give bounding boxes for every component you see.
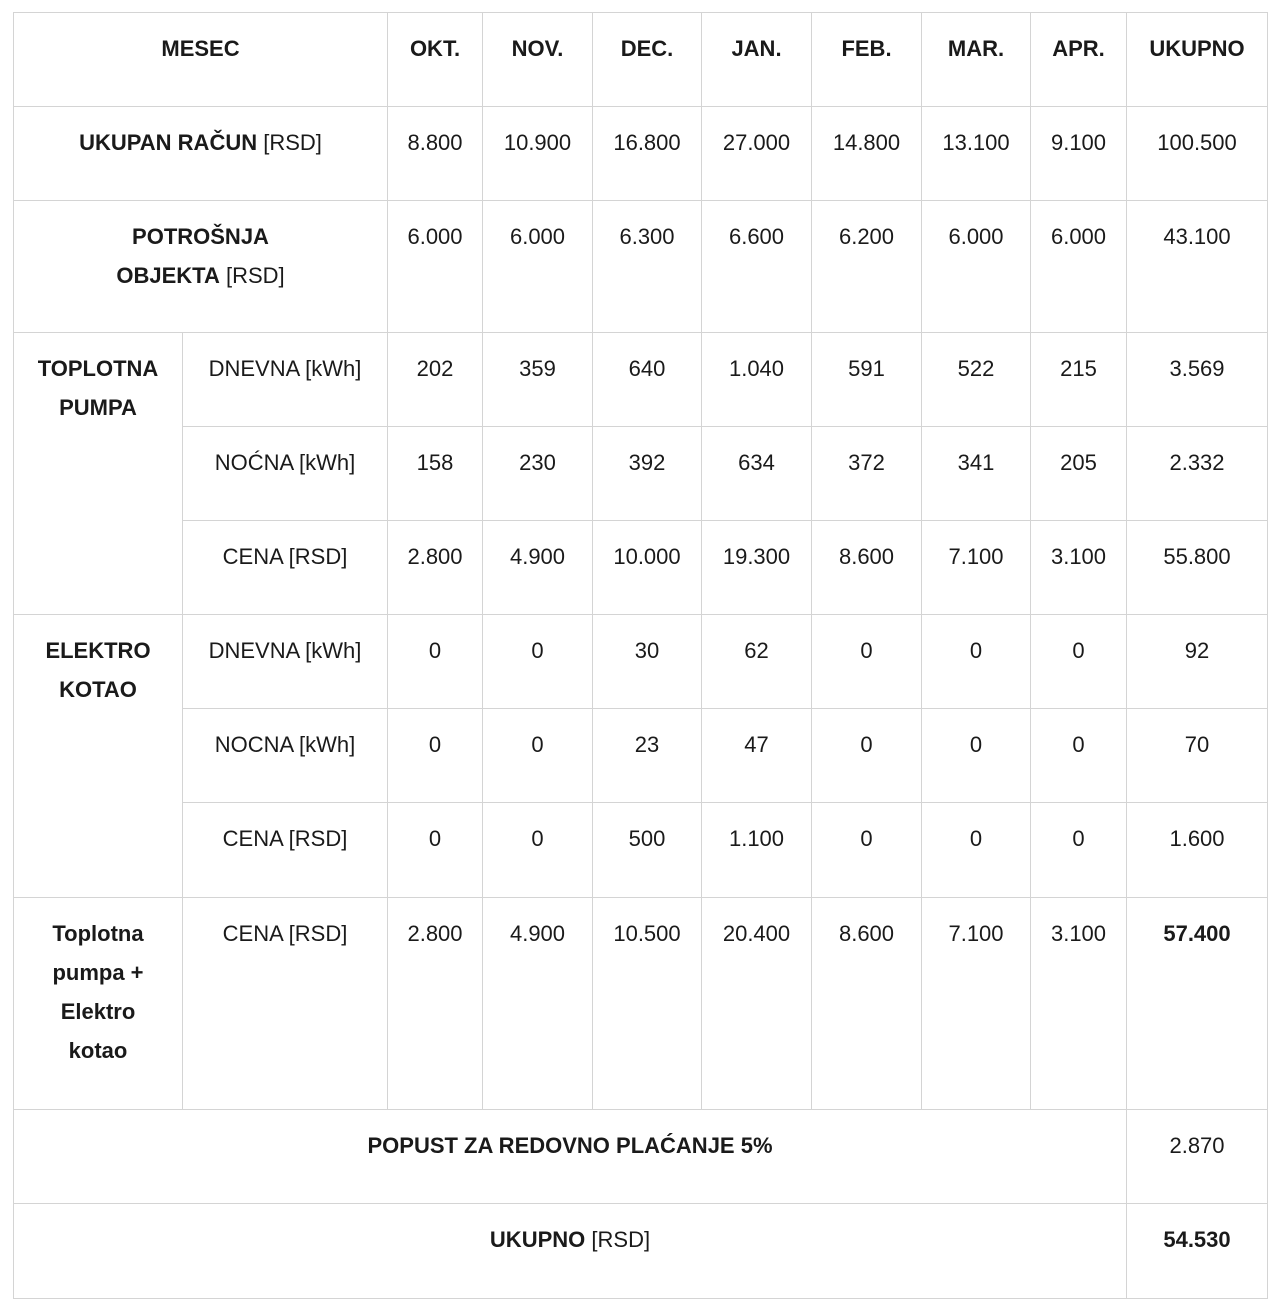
cell-value: 10.500 <box>593 898 702 1110</box>
cell-value: 27.000 <box>702 107 812 201</box>
cell-value: 230 <box>483 427 593 521</box>
cell-value: 522 <box>922 333 1031 427</box>
row-ukupno <box>14 1204 1268 1299</box>
header-month-feb: FEB. <box>812 13 922 107</box>
cell-value: 341 <box>922 427 1031 521</box>
cell-value: 0 <box>922 709 1031 803</box>
row-ek-dnevna <box>14 615 1268 709</box>
cell-value: 0 <box>483 615 593 709</box>
cell-value: 1.100 <box>702 803 812 898</box>
cell-value: 7.100 <box>922 521 1031 615</box>
cell-value: 62 <box>702 615 812 709</box>
cell-total: 70 <box>1127 709 1268 803</box>
cell-value: 202 <box>388 333 483 427</box>
group-label-line1: ELEKTRO <box>45 638 151 663</box>
header-month-label: MESEC <box>14 13 388 107</box>
cell-total: 3.569 <box>1127 333 1268 427</box>
header-month-okt: OKT. <box>388 13 483 107</box>
cell-value: 47 <box>702 709 812 803</box>
cell-value: 0 <box>922 615 1031 709</box>
cell-value: 215 <box>1031 333 1127 427</box>
ukupno-unit: [RSD] <box>591 1227 651 1252</box>
cell-total: 2.332 <box>1127 427 1268 521</box>
cell-value: 591 <box>812 333 922 427</box>
cell-value: 7.100 <box>922 898 1031 1110</box>
cell-value: 13.100 <box>922 107 1031 201</box>
row-tp-cena <box>14 521 1268 615</box>
cell-value: 8.800 <box>388 107 483 201</box>
cell-value: 0 <box>812 709 922 803</box>
cell-value: 9.100 <box>1031 107 1127 201</box>
cell-value: 14.800 <box>812 107 922 201</box>
group-toplotna-elektro <box>14 898 183 1110</box>
sub-label: CENA [RSD] <box>183 803 388 898</box>
cell-value: 19.300 <box>702 521 812 615</box>
ukupno-label: UKUPNO <box>489 1227 586 1252</box>
row-ek-cena <box>14 803 1268 898</box>
cell-value: 500 <box>593 803 702 898</box>
cell-value: 0 <box>812 803 922 898</box>
cell-value: 158 <box>388 427 483 521</box>
row-label-line2: OBJEKTA <box>116 263 220 288</box>
cell-value: 6.300 <box>593 201 702 333</box>
header-total: UKUPNO <box>1127 13 1268 107</box>
cell-value: 6.000 <box>922 201 1031 333</box>
group-label-line1: TOPLOTNA <box>37 356 159 381</box>
row-label-line1: POTROŠNJA <box>132 224 269 249</box>
cell-value: 634 <box>702 427 812 521</box>
cell-value: 0 <box>483 709 593 803</box>
cell-value: 6.000 <box>1031 201 1127 333</box>
sub-label: CENA [RSD] <box>183 521 388 615</box>
cell-value: 392 <box>593 427 702 521</box>
row-label: UKUPAN RAČUN <box>79 130 258 155</box>
cell-value: 0 <box>388 615 483 709</box>
group-label-line2: KOTAO <box>59 677 137 702</box>
sub-label: CENA [RSD] <box>183 898 388 1110</box>
cell-value: 6.000 <box>483 201 593 333</box>
cell-value: 0 <box>388 803 483 898</box>
cell-value: 6.000 <box>388 201 483 333</box>
row-unit: [RSD] <box>225 263 285 288</box>
cell-value: 0 <box>812 615 922 709</box>
header-month-mar: MAR. <box>922 13 1031 107</box>
cell-value: 3.100 <box>1031 898 1127 1110</box>
row-potrosnja-objekta <box>14 201 1268 333</box>
cell-value: 0 <box>922 803 1031 898</box>
cell-value: 10.000 <box>593 521 702 615</box>
cell-value: 0 <box>1031 615 1127 709</box>
row-label-cell <box>14 201 388 333</box>
header-month-dec: DEC. <box>593 13 702 107</box>
cell-value: 6.200 <box>812 201 922 333</box>
cell-value: 640 <box>593 333 702 427</box>
cell-value: 4.900 <box>483 898 593 1110</box>
energy-cost-table <box>13 12 1268 1299</box>
sub-label: NOĆNA [kWh] <box>183 427 388 521</box>
cell-value: 2.800 <box>388 521 483 615</box>
popust-total: 2.870 <box>1127 1110 1268 1204</box>
cell-value: 205 <box>1031 427 1127 521</box>
row-kombinovano <box>14 898 1268 1110</box>
cell-value: 0 <box>483 803 593 898</box>
cell-value: 372 <box>812 427 922 521</box>
cell-value: 8.600 <box>812 521 922 615</box>
cell-total: 57.400 <box>1127 898 1268 1110</box>
header-month-apr: APR. <box>1031 13 1127 107</box>
cell-total: 55.800 <box>1127 521 1268 615</box>
ukupno-total: 54.530 <box>1127 1204 1268 1299</box>
sub-label: DNEVNA [kWh] <box>183 615 388 709</box>
cell-value: 0 <box>388 709 483 803</box>
header-month-jan: JAN. <box>702 13 812 107</box>
cell-value: 23 <box>593 709 702 803</box>
cell-value: 6.600 <box>702 201 812 333</box>
cell-value: 10.900 <box>483 107 593 201</box>
cell-total: 100.500 <box>1127 107 1268 201</box>
cell-value: 20.400 <box>702 898 812 1110</box>
group-label-line2: pumpa + <box>52 960 144 985</box>
sub-label: DNEVNA [kWh] <box>183 333 388 427</box>
row-tp-nocna <box>14 427 1268 521</box>
cell-value: 2.800 <box>388 898 483 1110</box>
row-popust <box>14 1110 1268 1204</box>
popust-label: POPUST ZA REDOVNO PLAĆANJE 5% <box>14 1110 1127 1204</box>
sub-label: NOCNA [kWh] <box>183 709 388 803</box>
row-ek-nocna <box>14 709 1268 803</box>
cell-value: 1.040 <box>702 333 812 427</box>
cell-value: 16.800 <box>593 107 702 201</box>
ukupno-label-cell <box>14 1204 1127 1299</box>
group-label-line1: Toplotna <box>52 921 144 946</box>
row-tp-dnevna <box>14 333 1268 427</box>
cell-value: 0 <box>1031 803 1127 898</box>
cell-value: 4.900 <box>483 521 593 615</box>
row-ukupan-racun <box>14 107 1268 201</box>
cell-total: 92 <box>1127 615 1268 709</box>
header-row <box>14 13 1268 107</box>
group-label-line4: kotao <box>68 1038 128 1063</box>
cell-value: 359 <box>483 333 593 427</box>
cell-total: 1.600 <box>1127 803 1268 898</box>
header-month-nov: NOV. <box>483 13 593 107</box>
cell-total: 43.100 <box>1127 201 1268 333</box>
cell-value: 0 <box>1031 709 1127 803</box>
group-elektro-kotao <box>14 615 183 898</box>
cell-value: 8.600 <box>812 898 922 1110</box>
cell-value: 3.100 <box>1031 521 1127 615</box>
row-label-cell <box>14 107 388 201</box>
group-label-line3: Elektro <box>60 999 136 1024</box>
group-label-line2: PUMPA <box>59 395 137 420</box>
group-toplotna-pumpa <box>14 333 183 615</box>
row-unit: [RSD] <box>263 130 322 155</box>
cell-value: 30 <box>593 615 702 709</box>
